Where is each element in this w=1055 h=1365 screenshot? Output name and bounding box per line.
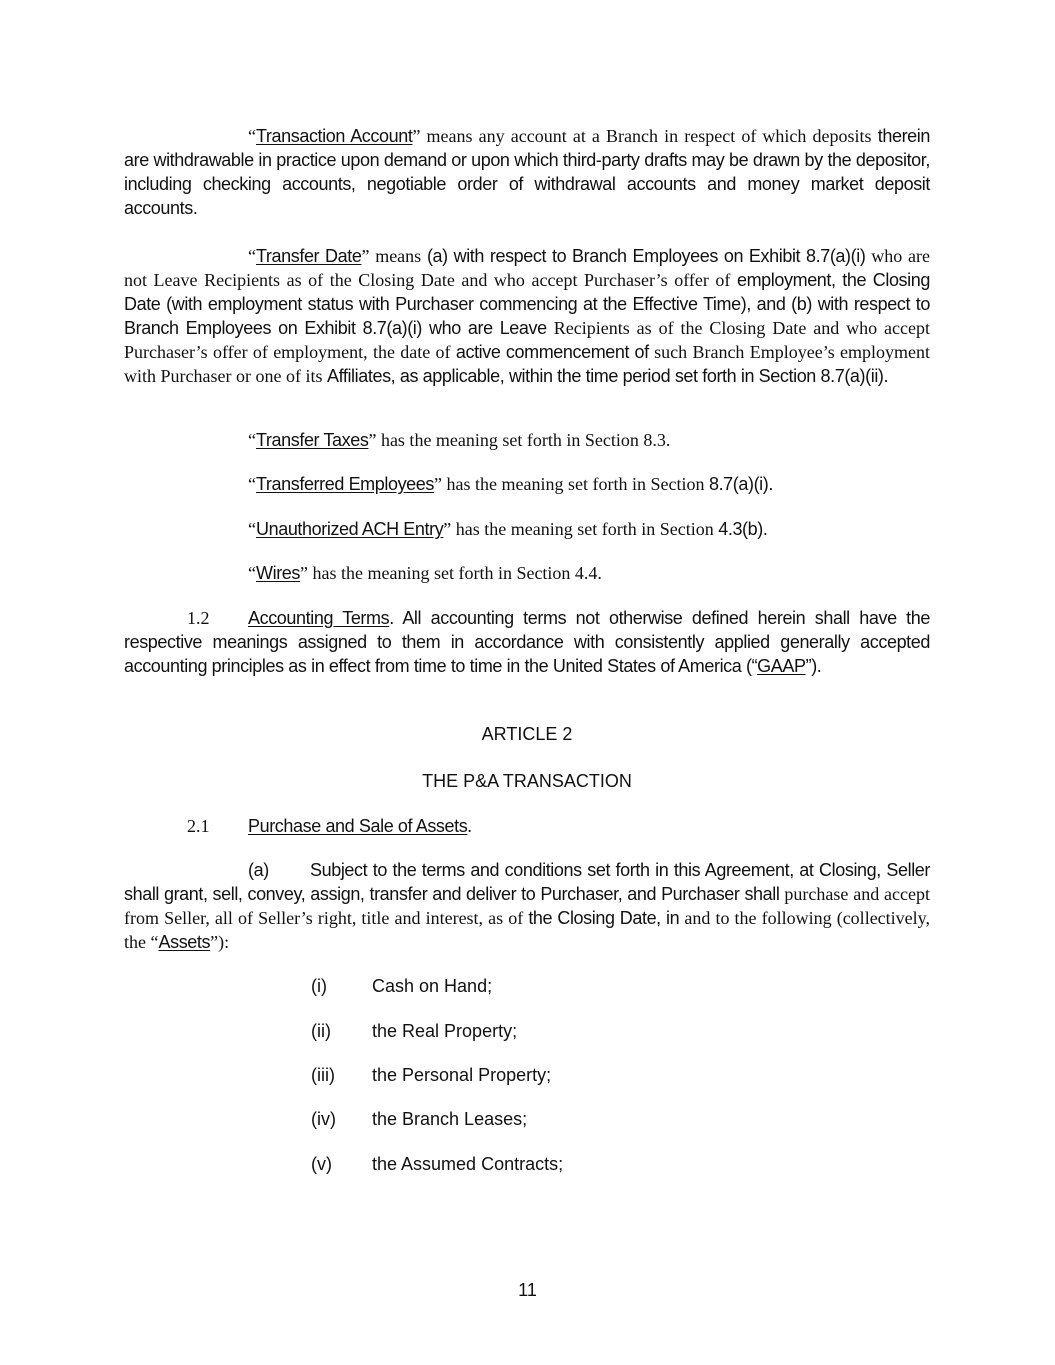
- definition-wires: “Wires” has the meaning set forth in Section 4.4.: [248, 563, 602, 583]
- defined-term: Wires: [256, 563, 300, 583]
- section-reference: 8.7(a)(i).: [708, 474, 773, 494]
- definition-text: means any account at a Branch in respect of which deposits: [420, 126, 872, 146]
- defined-term-gaap: GAAP: [757, 656, 806, 676]
- definition-text: ” has the meaning set forth in Section: [443, 519, 719, 539]
- open-quote: “: [248, 246, 256, 266]
- definition-unauthorized-ach-entry: “Unauthorized ACH Entry” has the meaning set forth in Section 4.3(b).: [248, 519, 768, 539]
- close-quote: ”: [412, 126, 421, 146]
- definition-text: means: [369, 246, 427, 266]
- defined-term: Transferred Employees: [256, 474, 435, 494]
- list-item: [311, 1019, 517, 1043]
- defined-term: Transaction Account: [256, 126, 413, 146]
- subsection-text: Subject to the terms and conditions set forth in this Agreement, at Closing, Seller shall grant, sell, convey, assign, transfer and deliver to Purchaser, and Purchaser shall: [124, 860, 930, 904]
- definition-text: (a) with respect to Branch Employees on Exhibit 8.7(a)(i): [426, 246, 872, 266]
- heading-period: .: [467, 816, 472, 836]
- item-text: the Personal Property;: [372, 1065, 552, 1085]
- section-text: . All accounting terms not otherwise defined herein shall have the respective meanings assigned to them in accordance with consistently applied generally accepted accounting principles as in effect from time to time in the United States of America (“: [124, 608, 930, 676]
- defined-term: Unauthorized ACH Entry: [256, 519, 444, 539]
- subsection-text: purchase and accept from Seller, all of Seller’s right, title and interest, as of: [124, 884, 930, 928]
- item-number: (i): [311, 976, 327, 996]
- list-item: [311, 974, 492, 998]
- open-quote: “: [248, 126, 256, 146]
- definition-text: ” has the meaning set forth in Section 8.3.: [368, 430, 671, 450]
- item-text: Cash on Hand;: [372, 976, 493, 996]
- defined-term-assets: Assets: [158, 932, 211, 952]
- item-text: the Real Property;: [372, 1021, 518, 1041]
- section-2-1-heading: [248, 814, 472, 838]
- item-number: (iii): [311, 1065, 335, 1085]
- definition-text: such Branch Employee’s employment with Purchaser or one of its: [124, 342, 931, 386]
- article-title: ARTICLE 2: [481, 724, 573, 744]
- subsection-label: (a): [248, 860, 269, 880]
- list-item: [311, 1107, 527, 1131]
- section-1-2-accounting-terms: [124, 606, 930, 678]
- definition-text: Recipients as of the Closing Date and who accept Purchaser’s offer of employment, the date of: [124, 318, 930, 362]
- section-heading: Purchase and Sale of Assets: [248, 816, 468, 836]
- item-text: the Assumed Contracts;: [372, 1154, 564, 1174]
- close-quote: ”: [361, 246, 370, 266]
- definition-transaction-account: [124, 124, 930, 220]
- definition-text: therein are withdrawable in practice upon demand or upon which third-party drafts may be drawn by the depositor, including checking accounts, negotiable order of withdrawal accounts and money market deposit accounts.: [124, 126, 930, 218]
- subsection-text: ”):: [210, 932, 230, 952]
- item-number: (v): [311, 1154, 332, 1174]
- section-reference: 4.3(b).: [718, 519, 768, 539]
- definition-text: who are not Leave Recipients as of the Closing Date and who accept Purchaser’s offer of: [124, 246, 931, 290]
- definition-text: ” has the meaning set forth in Section: [434, 474, 709, 494]
- list-item: [311, 1152, 563, 1176]
- section-2-1-a: [124, 858, 930, 954]
- section-text: ”).: [805, 656, 822, 676]
- list-item: [311, 1063, 551, 1087]
- article-subtitle: THE P&A TRANSACTION: [422, 771, 632, 791]
- subsection-text: the Closing Date, in: [528, 908, 685, 928]
- definition-transfer-date: [124, 244, 930, 388]
- definition-transfer-taxes: “Transfer Taxes” has the meaning set forth in Section 8.3.: [248, 430, 671, 450]
- section-heading: Accounting Terms: [248, 608, 390, 628]
- section-number: 1.2: [187, 608, 210, 628]
- defined-term: Transfer Date: [256, 246, 362, 266]
- definition-text: active commencement of: [455, 342, 655, 362]
- subsection-text: and to the following (collectively, the “: [124, 908, 930, 952]
- definition-transferred-employees: “Transferred Employees” has the meaning set forth in Section 8.7(a)(i).: [248, 474, 773, 494]
- definition-text: ” has the meaning set forth in Section 4.4.: [300, 563, 602, 583]
- section-number: 2.1: [187, 816, 210, 836]
- definition-text: employment, the Closing Date (with employment status with Purchaser commencing at the Effective Time), and (b) with respect to Branch Employees on Exhibit 8.7(a)(i) who are Leave: [124, 270, 930, 338]
- item-number: (iv): [311, 1109, 336, 1129]
- defined-term: Transfer Taxes: [256, 430, 369, 450]
- definition-text: Affiliates, as applicable, within the time period set forth in Section 8.7(a)(ii).: [326, 366, 889, 386]
- item-text: the Branch Leases;: [372, 1109, 528, 1129]
- page-number: 11: [518, 1280, 537, 1300]
- item-number: (ii): [311, 1021, 331, 1041]
